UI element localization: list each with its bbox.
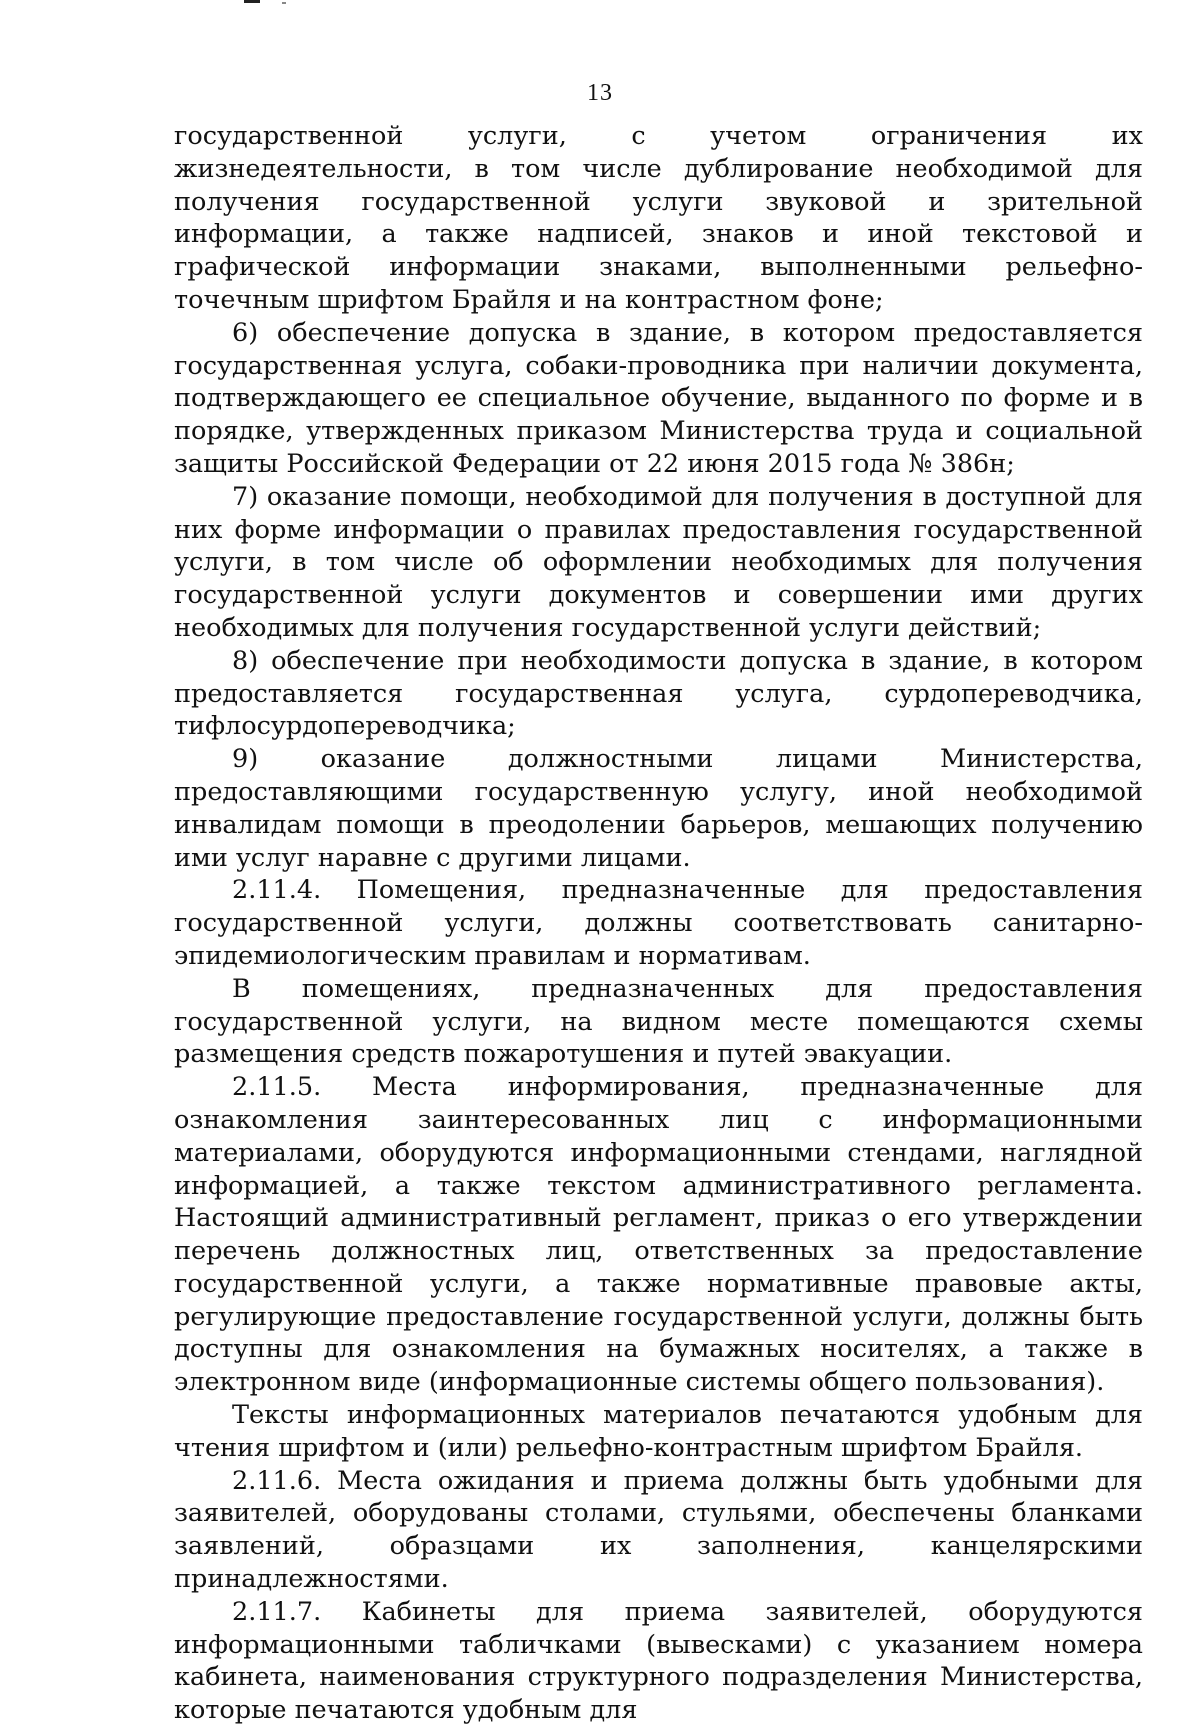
- paragraph-evacuation: В помещениях, предназначенных для предоставления государственной услуги, на видном месте помещаются схемы размещения средств пожаротушения и путей эвакуации.: [174, 973, 1143, 1070]
- paragraph-continuation: государственной услуги, с учетом ограничения их жизнедеятельности, в том числе дублирование необходимой для получения государственной услуги звуковой и зрительной информации, а также надписей, знаков и иной текстовой и графической информации знаками, выполненными рельефно-точечным шрифтом Брайля и на контрастном фоне;: [174, 121, 1143, 315]
- page-number: 13: [587, 80, 613, 106]
- paragraph-item-6: 6) обеспечение допуска в здание, в котором предоставляется государственная услуга, собаки-проводника при наличии документа, подтверждающего ее специальное обучение, выданного по форме и в порядке, утвержденных приказом Министерства труда и социальной защиты Российской Федерации от 22 июня 2015 года № 386н;: [174, 317, 1143, 479]
- paragraph-2-11-7: 2.11.7. Кабинеты для приема заявителей, оборудуются информационными табличками (вывесками) с указанием номера кабинета, наименования структурного подразделения Министерства, которые печатаются удобным для: [174, 1596, 1143, 1726]
- paragraph-item-7: 7) оказание помощи, необходимой для получения в доступной для них форме информации о правилах предоставления государственной услуги, в том числе об оформлении необходимых для получения государственной услуги документов и совершении ими других необходимых для получения государственной услуги действий;: [174, 481, 1143, 643]
- paragraph-item-9: 9) оказание должностными лицами Министерства, предоставляющими государственную услугу, иной необходимой инвалидам помощи в преодолении барьеров, мешающих получению ими услуг наравне с другими лицами.: [174, 744, 1143, 873]
- scan-mark: [244, 0, 260, 3]
- paragraph-2-11-4: 2.11.4. Помещения, предназначенные для предоставления государственной услуги, должны соответствовать санитарно-эпидемиологическим правилам и нормативам.: [174, 875, 1143, 971]
- paragraph-item-8: 8) обеспечение при необходимости допуска в здание, в котором предоставляется государственная услуга, сурдопереводчика, тифлосурдопереводчика;: [174, 645, 1143, 742]
- document-body: [174, 120, 1143, 1727]
- paragraph-braille: Тексты информационных материалов печатаются удобным для чтения шрифтом и (или) рельефно-контрастным шрифтом Брайля.: [174, 1400, 1143, 1463]
- scan-mark-dot: [282, 2, 286, 4]
- paragraph-2-11-6: 2.11.6. Места ожидания и приема должны быть удобными для заявителей, оборудованы столами, стульями, обеспечены бланками заявлений, образцами их заполнения, канцелярскими принадлежностями.: [174, 1465, 1143, 1595]
- paragraph-2-11-5: 2.11.5. Места информирования, предназначенные для ознакомления заинтересованных лиц с информационными материалами, оборудуются информационными стендами, наглядной информацией, а также текстом административного регламента. Настоящий административный регламент, приказ о его утверждении перечень должностных лиц, ответственных за предоставление государственной услуги, а также нормативные правовые акты, регулирующие предоставление государственной услуги, должны быть доступны для ознакомления на бумажных носителях, а также в электронном виде (информационные системы общего пользования).: [174, 1072, 1143, 1398]
